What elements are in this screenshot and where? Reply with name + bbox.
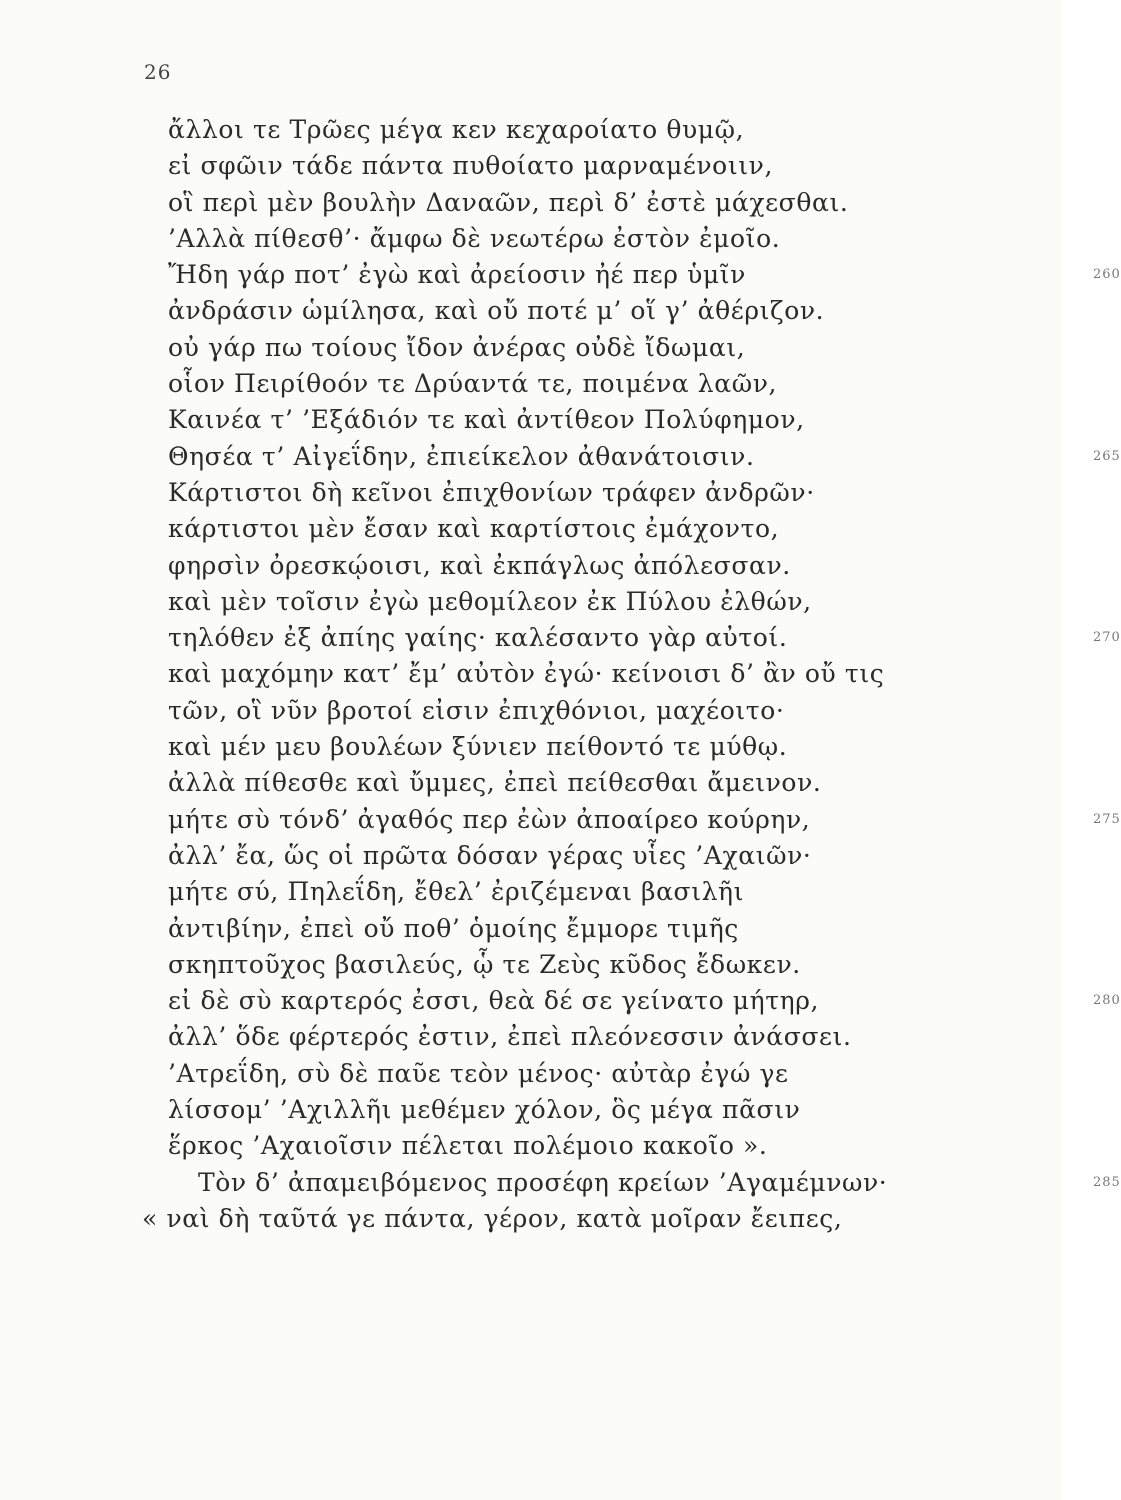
verse-text: οἳ περὶ μὲν βουλὴν Δαναῶν, περὶ δ’ ἐστὲ μάχεσθαι. xyxy=(168,187,849,217)
verse-line xyxy=(168,1056,948,1092)
verse-text: μήτε σὺ τόνδ’ ἀγαθός περ ἐὼν ἀποαίρεο κούρην, xyxy=(168,804,811,834)
verse-line xyxy=(168,983,1121,1019)
verse-line xyxy=(168,330,948,366)
verse-line xyxy=(168,947,948,983)
verse-text: οἷον Πειρίθοόν τε Δρύαντά τε, ποιμένα λαῶν, xyxy=(168,369,778,399)
verse-text: ἀνδράσιν ὡμίλησα, καὶ οὔ ποτέ μ’ οἵ γ’ ἀθέριζον. xyxy=(168,296,825,326)
verse-text: εἰ δὲ σὺ καρτερός ἐσσι, θεὰ δέ σε γείνατο μήτηρ, xyxy=(168,986,820,1016)
verse-text: καὶ μὲν τοῖσιν ἐγὼ μεθομίλεον ἐκ Πύλου ἐλθών, xyxy=(168,586,812,616)
verse-block xyxy=(142,112,1121,1237)
verse-line xyxy=(168,548,948,584)
verse-text: οὐ γάρ πω τοίους ἴδον ἀνέρας οὐδὲ ἴδωμαι, xyxy=(168,332,746,362)
verse-line xyxy=(168,511,948,547)
verse-text: εἰ σφῶιν τάδε πάντα πυθοίατο μαρναμένοιιν, xyxy=(168,151,773,181)
verse-text: μήτε σύ, Πηλεΐδη, ἔθελ’ ἐριζέμεναι βασιλῆι xyxy=(168,877,745,907)
verse-text: ’Ατρεΐδη, σὺ δὲ παῦε τεὸν μένος· αὐτὰρ ἐγώ γε xyxy=(168,1058,789,1088)
verse-text: ἀλλὰ πίθεσθε καὶ ὔμμες, ἐπεὶ πείθεσθαι ἄμεινον. xyxy=(168,768,822,798)
verse-text: λίσσομ’ ’Αχιλλῆι μεθέμεν χόλον, ὃς μέγα πᾶσιν xyxy=(168,1095,801,1125)
verse-text: τηλόθεν ἐξ ἀπίης γαίης· καλέσαντο γὰρ αὐτοί. xyxy=(168,623,788,653)
verse-text: ἀλλ’ ὅδε φέρτερός ἐστιν, ἐπεὶ πλεόνεσσιν ἀνάσσει. xyxy=(168,1022,852,1052)
verse-line xyxy=(168,185,948,221)
verse-line-quote-start xyxy=(142,1201,948,1237)
verse-line xyxy=(168,620,1121,656)
verse-line xyxy=(168,802,1121,838)
verse-line xyxy=(168,1128,948,1164)
line-number: 260 xyxy=(1093,267,1121,283)
verse-line xyxy=(168,729,948,765)
verse-line xyxy=(168,112,948,148)
verse-text: Τὸν δ’ ἀπαμειβόμενος προσέφη κρείων ’Αγαμέμνων· xyxy=(198,1167,888,1197)
page-number: 26 xyxy=(144,60,172,84)
verse-text: καὶ μέν μευ βουλέων ξύνιεν πείθοντό τε μύθῳ. xyxy=(168,732,788,762)
verse-line xyxy=(168,293,948,329)
verse-line xyxy=(168,911,948,947)
line-number: 275 xyxy=(1093,811,1121,827)
verse-line xyxy=(168,257,1121,293)
verse-line xyxy=(168,148,948,184)
verse-line xyxy=(168,366,948,402)
line-number: 285 xyxy=(1093,1174,1121,1190)
verse-line xyxy=(168,765,948,801)
verse-line xyxy=(168,693,948,729)
verse-line xyxy=(168,838,948,874)
verse-line xyxy=(168,1019,948,1055)
verse-text: κάρτιστοι μὲν ἔσαν καὶ καρτίστοις ἐμάχοντο, xyxy=(168,514,780,544)
line-number: 280 xyxy=(1093,993,1121,1009)
verse-line xyxy=(168,584,948,620)
verse-text: Κάρτιστοι δὴ κεῖνοι ἐπιχθονίων τράφεν ἀνδρῶν· xyxy=(168,477,815,507)
verse-line xyxy=(168,874,948,910)
verse-line xyxy=(168,439,1121,475)
verse-line-paragraph-start xyxy=(198,1165,1121,1201)
verse-text: Θησέα τ’ Αἰγεΐδην, ἐπιείκελον ἀθανάτοισιν. xyxy=(168,441,755,471)
verse-text: φηρσὶν ὀρεσκῴοισι, καὶ ἐκπάγλως ἀπόλεσσαν. xyxy=(168,550,791,580)
verse-text: ἀντιβίην, ἐπεὶ οὔ ποθ’ ὁμοίης ἔμμορε τιμῆς xyxy=(168,913,739,943)
verse-text: τῶν, οἳ νῦν βροτοί εἰσιν ἐπιχθόνιοι, μαχέοιτο· xyxy=(168,695,785,725)
verse-line xyxy=(168,475,948,511)
verse-text: Ἤδη γάρ ποτ’ ἐγὼ καὶ ἀρείοσιν ἠέ περ ὑμῖν xyxy=(168,260,746,290)
verse-line xyxy=(168,221,948,257)
verse-text: ἕρκος ’Αχαιοῖσιν πέλεται πολέμοιο κακοῖο ». xyxy=(168,1131,768,1161)
verse-text: σκηπτοῦχος βασιλεύς, ᾧ τε Ζεὺς κῦδος ἔδωκεν. xyxy=(168,949,801,979)
verse-text: ἀλλ’ ἔα, ὥς οἱ πρῶτα δόσαν γέρας υἷες ’Αχαιῶν· xyxy=(168,840,812,870)
line-number: 270 xyxy=(1093,630,1121,646)
verse-line xyxy=(168,402,948,438)
verse-line xyxy=(168,1092,948,1128)
verse-text: ἄλλοι τε Τρῶες μέγα κεν κεχαροίατο θυμῷ, xyxy=(168,115,745,144)
verse-text: « ναὶ δὴ ταῦτά γε πάντα, γέρον, κατὰ μοῖραν ἔειπες, xyxy=(142,1203,843,1233)
verse-text: Καινέα τ’ ’Εξάδιόν τε καὶ ἀντίθεον Πολύφημον, xyxy=(168,405,805,435)
verse-line xyxy=(168,656,948,692)
verse-text: καὶ μαχόμην κατ’ ἔμ’ αὐτὸν ἐγώ· κείνοισι δ’ ἂν οὔ τις xyxy=(168,659,885,689)
line-number: 265 xyxy=(1093,448,1121,464)
verse-text: ’Αλλὰ πίθεσθ’· ἄμφω δὲ νεωτέρω ἐστὸν ἐμοῖο. xyxy=(168,223,781,253)
